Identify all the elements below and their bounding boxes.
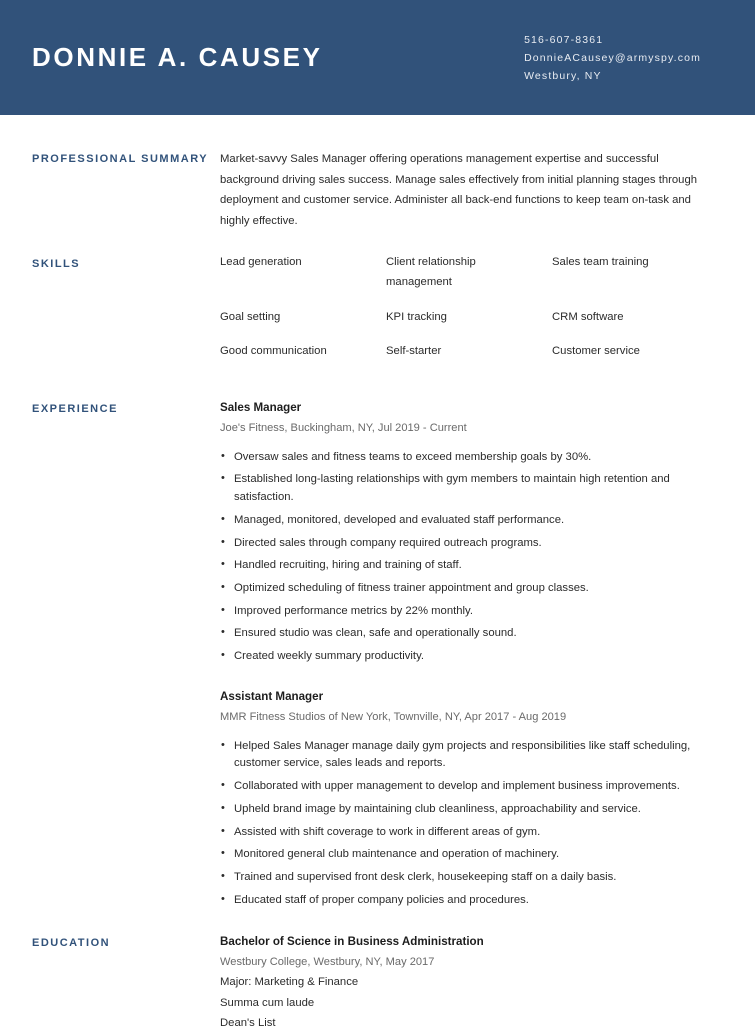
skill-item: KPI tracking	[386, 310, 447, 323]
job-bullet: • Upheld brand image by maintaining club cleanliness, approachability and service.	[220, 801, 723, 819]
education-detail: Summa cum laude	[220, 996, 315, 1009]
job-bullet: • Helped Sales Manager manage daily gym projects and responsibilities like staff scheduling, customer service, sales leads and reports.	[220, 738, 723, 773]
job-title: Assistant Manager	[220, 689, 324, 703]
contact-location: Westbury, NY	[524, 70, 602, 83]
section-label-summary: PROFESSIONAL SUMMARY	[32, 153, 209, 165]
job-bullet: • Handled recruiting, hiring and training of staff.	[220, 557, 723, 575]
job-title: Sales Manager	[220, 400, 302, 414]
job-bullet: • Educated staff of proper company policies and procedures.	[220, 892, 723, 910]
skill-item: Good communication	[220, 345, 327, 358]
section-label-experience: EXPERIENCE	[32, 402, 118, 415]
job-bullet: • Directed sales through company required outreach programs.	[220, 535, 723, 553]
skill-item: Sales team training	[552, 255, 649, 268]
job-bullet: • Ensured studio was clean, safe and operationally sound.	[220, 625, 723, 643]
section-experience	[32, 399, 723, 915]
job-bullet: • Collaborated with upper management to develop and implement business improvements.	[220, 778, 723, 796]
job-bullet: • Created weekly summary productivity.	[220, 648, 723, 666]
education-detail: Dean's List	[220, 1016, 276, 1029]
section-label-skills: SKILLS	[32, 257, 81, 270]
job-bullet: • Monitored general club maintenance and operation of machinery.	[220, 846, 723, 864]
resume-header-banner	[0, 0, 755, 115]
experience-entry	[220, 688, 723, 910]
skill-item: Self-starter	[386, 345, 442, 358]
section-education	[32, 933, 723, 1033]
education-detail: Major: Marketing & Finance	[220, 976, 359, 989]
job-company-meta: MMR Fitness Studios of New York, Townville, NY, Apr 2017 - Aug 2019	[220, 710, 567, 723]
skill-item: CRM software	[552, 310, 624, 323]
job-bullet: • Assisted with shift coverage to work in different areas of gym.	[220, 824, 723, 842]
section-content-education	[220, 933, 723, 1033]
summary-paragraph: Market-savvy Sales Manager offering operations management expertise and successful background driving sales success. Manage sales effectively from initial planning stages through deployment and customer service. Administer all back-end functions to keep team on-task and highly effective.	[220, 153, 698, 228]
job-bullet-list	[220, 449, 723, 666]
skill-item: Client relationship management	[386, 255, 476, 289]
resume-body	[0, 149, 755, 1033]
job-bullet-list	[220, 738, 723, 910]
skill-item: Lead generation	[220, 255, 302, 268]
section-professional-summary	[32, 149, 723, 232]
section-label-education: EDUCATION	[32, 936, 111, 949]
job-bullet: • Optimized scheduling of fitness trainer appointment and group classes.	[220, 580, 723, 598]
job-bullet: • Improved performance metrics by 22% monthly.	[220, 603, 723, 621]
section-content-experience	[220, 399, 723, 915]
job-bullet: • Trained and supervised front desk clerk, housekeeping staff on a daily basis.	[220, 869, 723, 887]
education-school-meta: Westbury College, Westbury, NY, May 2017	[220, 956, 435, 969]
section-skills	[32, 254, 723, 376]
skill-item: Customer service	[552, 345, 640, 358]
skill-item: Goal setting	[220, 310, 281, 323]
contact-block	[524, 34, 723, 83]
job-company-meta: Joe's Fitness, Buckingham, NY, Jul 2019 - Current	[220, 421, 467, 434]
education-degree: Bachelor of Science in Business Administration	[220, 934, 484, 948]
section-content-summary	[220, 149, 723, 232]
job-bullet: • Managed, monitored, developed and evaluated staff performance.	[220, 512, 723, 530]
contact-phone: 516-607-8361	[524, 33, 604, 46]
skills-grid	[220, 252, 723, 376]
candidate-name: DONNIE A. CAUSEY	[32, 42, 323, 73]
section-content-skills	[220, 254, 723, 376]
contact-email: DonnieACausey@armyspy.com	[524, 51, 701, 64]
job-bullet: • Oversaw sales and fitness teams to exceed membership goals by 30%.	[220, 449, 723, 467]
experience-entry	[220, 399, 723, 666]
job-bullet: • Established long-lasting relationships with gym members to maintain high retention and satisfaction.	[220, 471, 723, 506]
